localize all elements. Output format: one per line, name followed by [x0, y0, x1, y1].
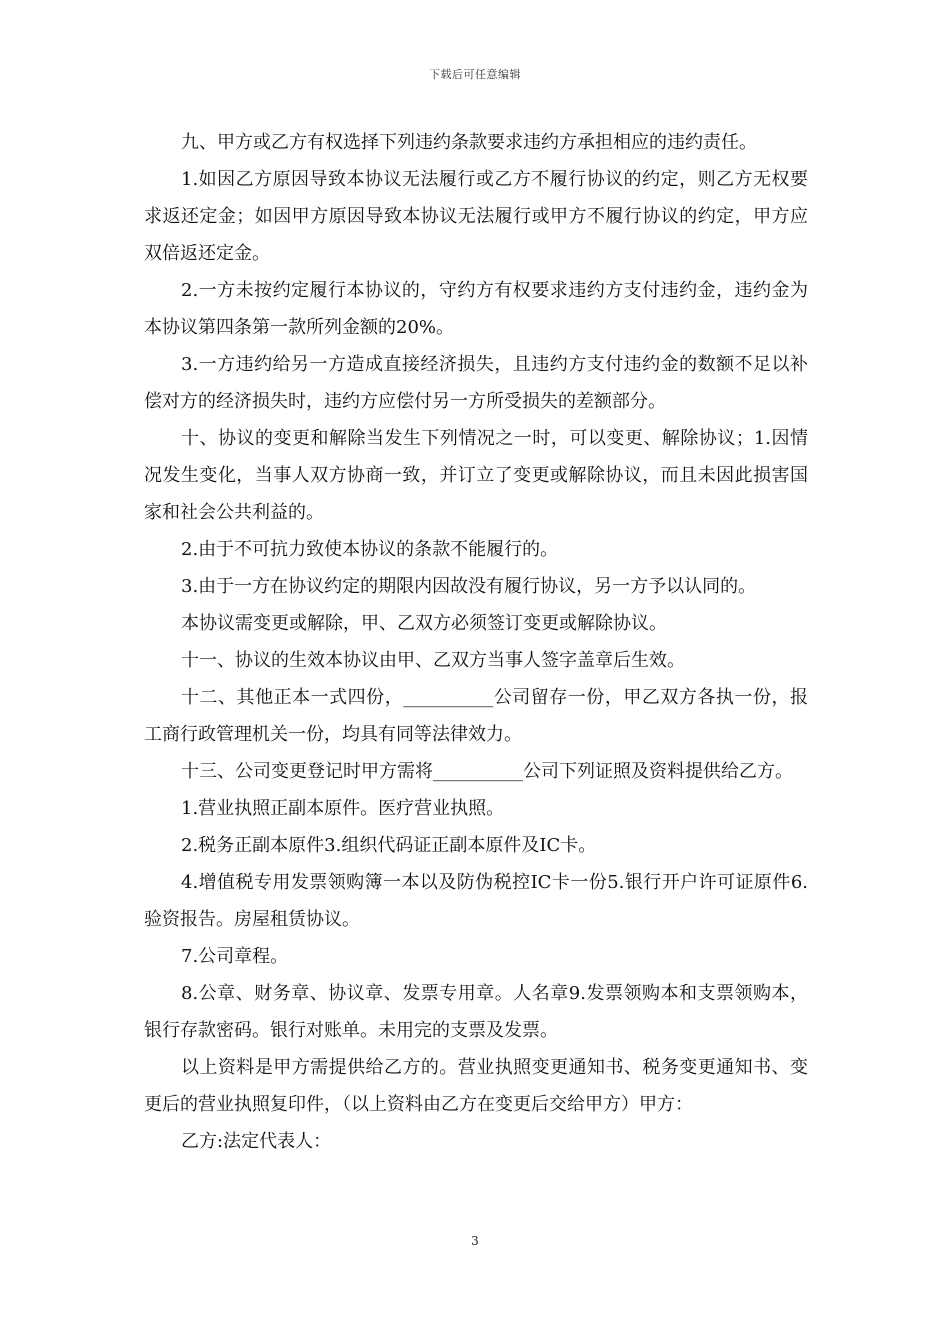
clause-9-item-2: 2.一方未按约定履行本协议的，守约方有权要求违约方支付违约金，违约金为本协议第四条第一款所列金额的20%。: [144, 280, 808, 338]
clause-11: 十一、协议的生效本协议由甲、乙双方当事人签字盖章后生效。: [181, 650, 685, 671]
materials-summary: 以上资料是甲方需提供给乙方的。营业执照变更通知书、税务变更通知书、变更后的营业执照复印件，（以上资料由乙方在变更后交给甲方）甲方：: [144, 1057, 808, 1115]
clause-10-item-3: 3.由于一方在协议约定的期限内因故没有履行协议，另一方予以认同的。: [181, 576, 757, 597]
page-header: 下载后可任意编辑: [429, 68, 521, 81]
clause-13-heading: 十三、公司变更登记时甲方需将__________公司下列证照及资料提供给乙方。: [181, 761, 793, 782]
clause-13-item-7: 7.公司章程。: [181, 946, 289, 967]
clause-10-item-2: 2.由于不可抗力致使本协议的条款不能履行的。: [181, 539, 559, 560]
clause-12: 十二、其他正本一式四份，__________公司留存一份，甲乙双方各执一份，报工商行政管理机关一份，均具有同等法律效力。: [144, 687, 808, 745]
signature-line: 乙方:法定代表人：: [181, 1131, 332, 1152]
document-body: [144, 124, 808, 1160]
clause-13-item-8: 8.公章、财务章、协议章、发票专用章。人名章9.发票领购本和支票领购本，银行存款密码。银行对账单。未用完的支票及发票。: [144, 983, 808, 1041]
clause-10-note: 本协议需变更或解除，甲、乙双方必须签订变更或解除协议。: [181, 613, 667, 634]
clause-9-heading: 九、甲方或乙方有权选择下列违约条款要求违约方承担相应的违约责任。: [181, 132, 757, 153]
clause-13-item-1: 1.营业执照正副本原件。医疗营业执照。: [181, 798, 505, 819]
clause-13-item-4: 4.增值税专用发票领购簿一本以及防伪税控IC卡一份5.银行开户许可证原件6.验资报告。房屋租赁协议。: [144, 872, 808, 930]
clause-10-heading: 十、协议的变更和解除当发生下列情况之一时，可以变更、解除协议；1.因情况发生变化，当事人双方协商一致，并订立了变更或解除协议，而且未因此损害国家和社会公共利益的。: [144, 428, 808, 523]
clause-9-item-1: 1.如因乙方原因导致本协议无法履行或乙方不履行协议的约定，则乙方无权要求返还定金；如因甲方原因导致本协议无法履行或甲方不履行协议的约定，甲方应双倍返还定金。: [144, 169, 808, 264]
page-number: 3: [471, 1234, 479, 1248]
clause-13-item-2: 2.税务正副本原件3.组织代码证正副本原件及IC卡。: [181, 835, 597, 856]
clause-9-item-3: 3.一方违约给另一方造成直接经济损失，且违约方支付违约金的数额不足以补偿对方的经济损失时，违约方应偿付另一方所受损失的差额部分。: [144, 354, 808, 412]
